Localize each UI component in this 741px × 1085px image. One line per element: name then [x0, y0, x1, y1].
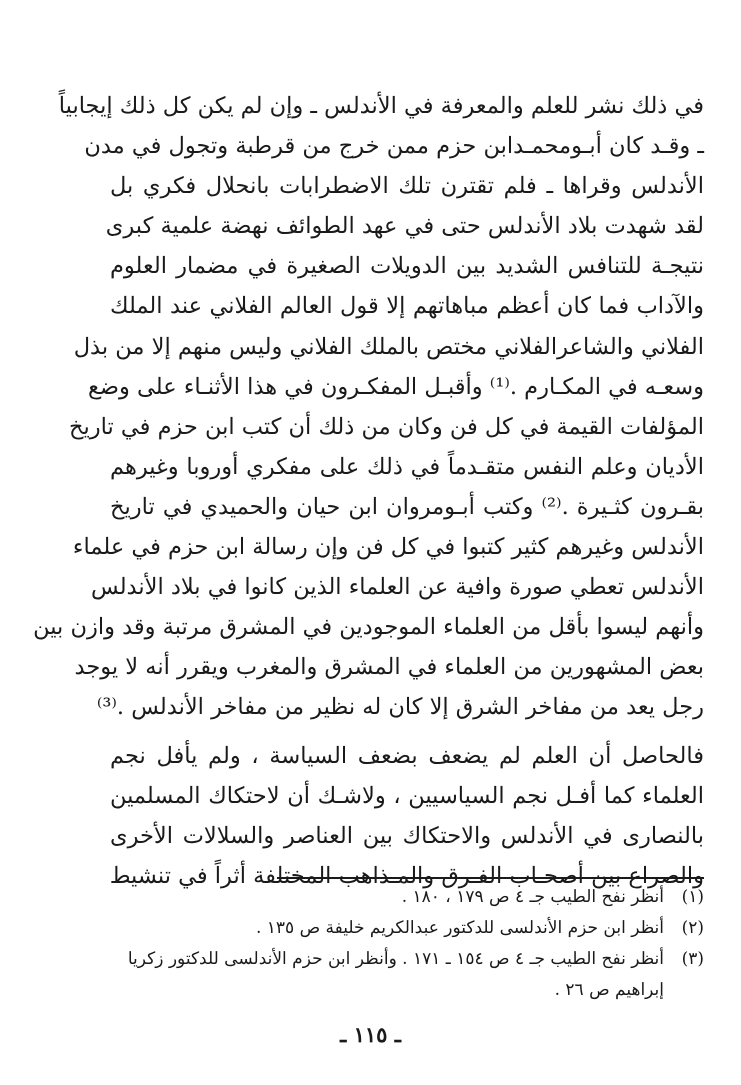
text-line: بالنصارى في الأندلس والاحتكاك بين العناصر والسلالات الأخرى	[110, 822, 704, 849]
text-line: الأندلس تعطي صورة وافية عن العلماء الذين كانوا في بلاد الأندلس	[91, 574, 704, 601]
text-line: والآداب فما كان أعظم مباهاتهم إلا قول العالم الفلاني عند الملك	[110, 293, 704, 320]
text-line: العلماء كما أفـل نجم السياسيين ، ولاشـك أن لاحتكاك المسلمين	[110, 782, 704, 809]
footnote-item	[110, 913, 704, 944]
footnote-number: (١)	[681, 887, 704, 907]
text-line: والصراع بين أصحـاب الفـرق والمـذاهب المختلفة أثراً في تنشيط	[109, 862, 704, 889]
text-line: لقد شهدت بلاد الأندلس حتى في عهد الطوائف نهضة علمية كبرى	[105, 213, 704, 240]
footnote-number: (٣)	[681, 949, 704, 969]
page-number: ـ ١١٥ ـ	[340, 1022, 401, 1047]
footnote-text: أنظر ابن حزم الأندلسى للدكتور عبدالكريم خليفة ص ١٣٥ .	[255, 918, 664, 938]
paragraph-2	[110, 736, 704, 896]
text-line: الفلاني والشاعرالفلاني مختص بالملك الفلاني وليس منهم إلا من بذل	[73, 333, 704, 360]
text-line: وسعـه في المكـارم .⁽¹⁾ وأقبـل المفكـرون في هذا الأثنـاء على وضع	[87, 373, 704, 400]
text-line: الأندلس وقراها ـ فلم تقترن تلك الاضطرابات بانحلال فكري بل	[110, 173, 704, 200]
footnotes	[110, 882, 704, 1006]
text-line: الأديان وعلم النفس متقـدماً في ذلك على مفكري أوروبا وغيرهم	[110, 453, 704, 480]
footnote-item	[110, 882, 704, 913]
footnote-text: أنظر نفح الطيب جـ ٤ ص ١٧٩ ، ١٨٠ .	[401, 887, 664, 907]
footnote-number: (٢)	[681, 918, 704, 938]
body-text	[33, 86, 704, 896]
text-line: المؤلفات القيمة في كل فن وكان من ذلك أن كتب ابن حزم في تاريخ	[69, 413, 704, 440]
text-line: رجل يعد من مفاخر الشرق إلا كان له نظير من مفاخر الأندلس .⁽³⁾	[96, 694, 704, 721]
text-line: ـ وقـد كان أبـومحمـدابن حزم ممن خرج من قرطبة وتجول في مدن	[84, 133, 704, 160]
text-line: بقـرون كثـيرة .⁽²⁾ وكتب أبـومروان ابن حيان والحميدي في تاريخ	[110, 493, 704, 520]
text-line: الأندلس وغيرهم كثير كتبوا في كل فن وإن رسالة ابن حزم في علماء	[72, 534, 704, 561]
text-line: وأنهم ليسوا بأقل من العلماء الموجودين في المشرق مرتبة وقد وازن بين	[33, 614, 704, 641]
footnote-text: أنظر نفح الطيب جـ ٤ ص ١٥٤ ـ ١٧١ . وأنظر ابن حزم الأندلسى للدكتور زكريا إبراهيم ص ٢٦ .	[127, 949, 664, 1000]
text-line: فالحاصل أن العلم لم يضعف بضعف السياسة ، ولم يأفل نجم	[110, 742, 704, 769]
footnote-divider	[277, 877, 704, 879]
footnote-item	[110, 944, 704, 1006]
paragraph-1	[33, 86, 704, 728]
text-line: بعض المشهورين من العلماء في المشرق والمغرب ويقرر أنه لا يوجد	[74, 654, 704, 681]
text-line: نتيجـة للتنافس الشديد بين الدويلات الصغيرة في مضمار العلوم	[110, 253, 704, 280]
text-line: في ذلك نشر للعلم والمعرفة في الأندلس ـ وإن لم يكن كل ذلك إيجابياً	[58, 93, 704, 119]
